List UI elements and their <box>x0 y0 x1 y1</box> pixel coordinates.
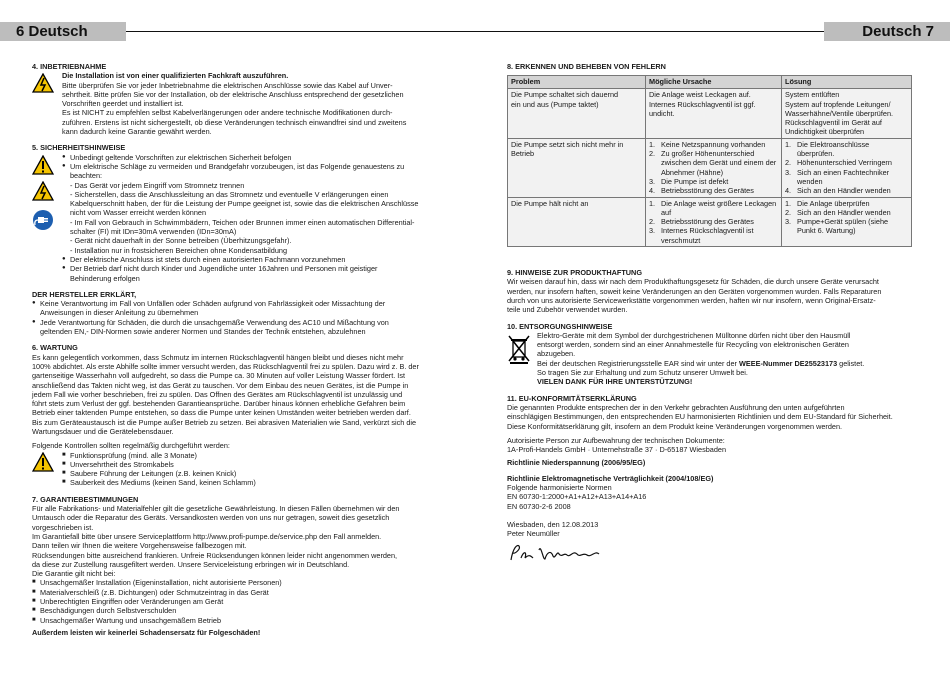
cell-item <box>785 168 908 187</box>
list-item: ■ Sauberkeit des Mediums (keinen Sand, keinen Schlamm) <box>62 478 437 487</box>
cell-line: Betrieb <box>511 149 535 159</box>
item-number: 3. <box>649 226 656 236</box>
text-line: werden, nur insofern haften, soweit keine Veränderungen an den Geräten vorgenommen wurden. Falls Reparaturen <box>507 286 882 296</box>
section-fehler <box>507 62 912 261</box>
cell-line: Die Pumpe hält nicht an <box>511 198 589 208</box>
cell-line: Rückschlagventil im Gerät auf <box>785 118 882 128</box>
cell-line: Die Pumpe setzt sich nicht mehr in <box>511 139 624 149</box>
text-line: führt stets zum Verlust der ggf. bestehenden Garantieansprüche. Darüber hinaus können erhebliche Gefahren beim <box>32 399 406 409</box>
item-text: Sich an den Händler wenden <box>797 186 891 196</box>
text-line: da diese zur Zustellung rausgefiltert werden. Unsere Serviceleistung erbringen wir in Deutschland. <box>32 559 350 569</box>
cell-item <box>649 177 778 186</box>
directive-emv: Richtlinie Elektromagnetische Verträglichkeit (2004/108/EG) <box>507 473 714 483</box>
authorized-person: Autorisierte Person zur Aufbewahrung der technischen Dokumente: <box>507 435 725 445</box>
section-entsorgung <box>507 322 912 387</box>
right-column <box>507 62 912 576</box>
cell-item <box>785 217 908 236</box>
section-wartung <box>32 343 437 487</box>
cell-line: ein und aus (Pumpe taktet) <box>511 99 599 109</box>
list-item <box>62 153 437 162</box>
section-title: 11. EU-KONFORMITÄTSERKLÄRUNG <box>507 393 637 403</box>
list-item-subline: geltenden EN,- DIN-Normen sowie anderer Normen und Standes der Technik entstehen, abzulehnen <box>40 327 366 337</box>
list-item <box>32 299 437 318</box>
list-item-text: ● Um elektrische Schläge zu vermeiden und Brandgefahr vorzubeugen, ist das Folgende genauestens zu <box>70 161 405 171</box>
list-item-subline: Behinderung erfolgen <box>70 273 140 283</box>
section-title: 6. WARTUNG <box>32 343 78 353</box>
cell-line: Die Anlage weist Leckagen auf. <box>649 90 751 100</box>
section-title: 7. GARANTIEBESTIMMUNGEN <box>32 494 139 504</box>
cell-line: Internes Rückschlagventil ist ggf. <box>649 99 756 109</box>
cell-item <box>649 140 778 149</box>
text-line: abzugeben. <box>537 349 576 359</box>
item-number: 3. <box>649 176 656 186</box>
cell-item <box>649 217 778 226</box>
list-item-subline: - Installation nur in frostsicheren Bereichen ohne Kondensatbildung <box>70 245 288 255</box>
text-line: teile und Zubehör verwendet wurden. <box>507 305 628 315</box>
directive-lv: Richtlinie Niederspannung (2006/95/EG) <box>507 458 646 468</box>
signature <box>507 540 607 566</box>
cell-line: System entlüften <box>785 90 840 100</box>
text-line: einschlägigen Bestimmungen, den entsprechenden EU harmonisierten Richtlinien und dem EU-Standard für Sicherheit. <box>507 412 893 422</box>
text-line: gartenseitige Wasserhahn voll aufgedreht, so dass die Pumpe ca. 30 Minuten auf voller Leistung Wasser fördert. Ist <box>32 371 406 381</box>
list-item <box>32 318 437 337</box>
table-row <box>508 138 912 197</box>
text-line: Es kann gelegentlich vorkommen, dass Schmutz im internen Rückschlagventil hängen bleibt und dieses nicht mehr <box>32 352 404 362</box>
table-row <box>508 89 912 138</box>
list-item-text: ● Keine Verantwortung im Fall von Unfällen oder Schäden aufgrund von Fahrlässigkeit oder Missachtung der <box>40 299 386 309</box>
list-item <box>62 162 437 255</box>
text-line: Vorschriften geerdet und installiert ist. <box>62 99 184 109</box>
text-line: Elektro-Geräte mit dem Symbol der durchgestrichenen Mülltonne dürfen nicht über den Hausmüll <box>537 330 851 340</box>
troubleshooting-table <box>507 75 912 247</box>
company-address: 1A-Profi-Handels GmbH · Unternehstraße 37 · D-65187 Wiesbaden <box>507 445 727 455</box>
item-text: Sich an einen Fachtechniker wenden <box>797 167 890 186</box>
item-number: 3. <box>785 217 792 227</box>
table-header: Problem <box>508 76 646 89</box>
list-item-subline: - Gerät nicht dauerhaft in der Sonne betreiben (Überhitzungsgefahr). <box>70 236 292 246</box>
header-rule <box>126 31 825 32</box>
section-title: DER HERSTELLER ERKLÄRT, <box>32 289 137 299</box>
list-item: ■ Funktionsprüfung (mind. alle 3 Monate) <box>62 451 437 460</box>
thanks-note: VIELEN DANK FÜR IHRE UNTERSTÜTZUNG! <box>537 377 693 387</box>
weee-text: Bei der deutschen Registrierungsstelle EAR sind wir unter der <box>537 358 739 368</box>
item-number: 2. <box>785 207 792 217</box>
cell-item <box>785 199 908 208</box>
cause-cell <box>646 138 782 197</box>
cell-item <box>649 186 778 195</box>
list-item: ■ Materialverschleiß (z.B. Dichtungen) oder Schmutzeintrag in das Gerät <box>32 588 437 597</box>
list-item: ■ Unsachgemäßer Installation (Eigeninstallation, nicht autorisierte Personen) <box>32 578 437 587</box>
item-number: 4. <box>785 186 792 196</box>
text-line: Wartungsdauer und die Gerätelebensdauer. <box>32 426 174 436</box>
list-item-subline: beachten: <box>70 171 103 181</box>
text-line: zuführen. Erstens ist nicht sichergestellt, ob diese Veränderungen technisch einwandfrei sind und zweitens <box>62 117 407 127</box>
section-inbetriebnahme <box>32 62 437 136</box>
text-line: Bis zum Geräteaustausch ist die Pumpe außer Betrieb zu setzen. Bei abrasiven Materialien wie Sand, verkürzt sich die <box>32 417 417 427</box>
text-line: durch von uns autorisierte Servicewerkstätte vorgenommen werden, haften wir nur insofern, wenn Original-Ersatz- <box>507 295 876 305</box>
controls-lead: Folgende Kontrollen sollten regelmäßig durchgeführt werden: <box>32 441 230 451</box>
item-text: Die Elektroanschlüsse überprüfen. <box>797 139 870 159</box>
table-header: Mögliche Ursache <box>646 76 782 89</box>
cause-cell <box>646 197 782 246</box>
list-item-subline: Anweisungen in dieser Anleitung zu übernehmen <box>40 308 199 318</box>
norm-item: EN 60730-1:2000+A1+A12+A13+A14+A16 <box>507 492 647 502</box>
signer-name: Peter Neumüller <box>507 529 560 539</box>
text-line: kann dadurch keine Garantie gewährt werden. <box>62 127 212 137</box>
text-line: Im Garantiefall bitte über unsere Serviceplattform http://www.profi-pumpe.de/service.php den Fall anmelden. <box>32 531 382 541</box>
cause-cell <box>646 89 782 138</box>
cell-line: Undichtigkeit überprüfen <box>785 127 865 137</box>
section-produkthaftung <box>507 268 912 314</box>
table-header: Lösung <box>782 76 912 89</box>
text-line: Es ist NICHT zu empfehlen selbst Kabelverlängerungen oder andere technische Modifikationen durch- <box>62 108 393 118</box>
section-title: 4. INBETRIEBNAHME <box>32 62 107 71</box>
item-text: Pumpe+Gerät spülen (siehe Punkt 6. Wartung) <box>797 217 889 236</box>
page-header-left: 6 Deutsch <box>0 22 126 41</box>
norms-lead: Folgende harmonisierte Normen <box>507 482 612 492</box>
text-line: Wir weisen darauf hin, dass wir nach dem Produkthaftungsgesetz für Schäden, die durch unsere Geräte verursacht <box>507 277 879 287</box>
cell-item <box>649 199 778 218</box>
item-number: 2. <box>649 149 656 159</box>
section-title: 5. SICHERHEITSHINWEISE <box>32 143 126 153</box>
item-number: 1. <box>785 198 792 208</box>
item-number: 3. <box>785 167 792 177</box>
cell-item <box>785 208 908 217</box>
item-number: 1. <box>649 198 656 208</box>
item-text: Betriebsstörung des Gerätes <box>661 217 754 227</box>
list-item-subline: - Das Gerät vor jedem Eingriff vom Stromnetz trennen <box>70 180 245 190</box>
item-text: Höhenunterschied Verringern <box>797 158 892 168</box>
list-item-text: ● Unbedingt geltende Vorschriften zur elektrischen Sicherheit befolgen <box>70 152 292 162</box>
item-number: 2. <box>785 158 792 168</box>
table-row <box>508 197 912 246</box>
place-date: Wiesbaden, den 12.08.2013 <box>507 519 599 529</box>
text-line: Die genannten Produkte entsprechen der in den Verkehr gebrachten Ausführung den unten aufgeführten <box>507 402 845 412</box>
cell-item <box>649 149 778 177</box>
item-text: Internes Rückschlagventil ist verschmutzt <box>661 226 754 245</box>
section-hersteller <box>32 290 437 336</box>
list-item-text: ● Jede Verantwortung für Schäden, die durch die unsachgemäße Verwendung des AC10 und Mißachtung von <box>40 317 389 327</box>
list-item-text: ● Der Betrieb darf nicht durch Kinder und Jugendliche unter 16Jahren und Personen mit geistiger <box>70 264 378 274</box>
text-line: Betrieb einer taktenden Pumpe entstehen, so dass die Pumpe unter keinen Umständen weiter betrieben werden darf. <box>32 408 411 418</box>
cell-line: Die Pumpe schaltet sich dauernd <box>511 90 619 100</box>
item-text: Zu großer Höhenunterschied zwischen dem Gerät und einem der Abnehmer (Hähne) <box>661 149 777 177</box>
text-line: vorgeschrieben ist. <box>32 522 94 532</box>
list-item-subline: schalter (FI) mit IDn=30mA verwenden (IDn=30mA) <box>70 227 237 237</box>
list-item: ■ Saubere Führung der Leitungen (z.B. keinen Knick) <box>62 469 437 478</box>
cell-line: undicht. <box>649 108 675 118</box>
list-item-subline: - Sicherstellen, dass die Anschlussleitung an das Stromnetz und eventuelle V erlängerungen einen <box>70 189 389 199</box>
list-item: ■ Unversehrtheit des Stromkabels <box>62 460 437 469</box>
cell-item <box>785 186 908 195</box>
no-liability-note: Außerdem leisten wir keinerlei Schadensersatz für Folgeschäden! <box>32 627 261 637</box>
environment-note: So tragen Sie zur Erhaltung und zum Schutz unserer Umwelt bei. <box>537 368 748 378</box>
text-line: 100% abdichtet. Als erste Abhilfe sollte immer versucht werden, das Rückschlagventil frei zu spülen. Dazu wird z. B. der <box>32 361 419 371</box>
warning-electric-icon <box>32 181 54 201</box>
problem-cell <box>508 138 646 197</box>
list-item: ■ Beschädigungen durch Selbstverschulden <box>32 606 437 615</box>
cell-item <box>785 158 908 167</box>
item-text: Die Anlage weist größere Leckagen auf <box>661 198 777 217</box>
left-column <box>32 62 437 644</box>
list-item-subline: Kabelquerschnitt haben, der für die Leistung der Pumpe geeignet ist, sowie das die elektrischen Anschlüsse <box>70 199 419 209</box>
text-line: Diese Konformitätserklärung gilt, insofern an dem Produkt keine Veränderungen vorgenommen werden. <box>507 421 843 431</box>
warning-icon <box>32 155 54 175</box>
item-text: Keine Netzspannung vorhanden <box>661 139 766 149</box>
item-number: 2. <box>649 217 656 227</box>
cell-line: Wasserhähne/Ventile überprüfen. <box>785 108 894 118</box>
solution-cell <box>782 89 912 138</box>
item-text: Die Anlage überprüfen <box>797 198 870 208</box>
section-title: 8. ERKENNEN UND BEHEBEN VON FEHLERN <box>507 62 666 71</box>
list-item: ■ Unsachgemäßer Wartung und unsachgemäßem Betrieb <box>32 616 437 625</box>
text-line: Rücksendungen bitte ausreichend frankieren. Unfreie Rücksendungen können leider nicht angenommen werden, <box>32 550 398 560</box>
text-line: Für alle Fabrikations- und Materialfehler gilt die gesetzliche Gewährleistung. In diesen Fällen übernehmen wir den <box>32 504 400 514</box>
weee-bin-icon <box>507 334 531 364</box>
list-item-subline: nicht vom Wasser erreicht werden können <box>70 208 206 218</box>
warning-electric-icon <box>32 73 54 93</box>
text-line: Die Garantie gilt nicht bei: <box>32 569 116 579</box>
item-number: 1. <box>785 139 792 149</box>
list-item <box>62 255 437 264</box>
cell-line: System auf tropfende Leitungen/ <box>785 99 891 109</box>
list-item: ■ Unberechtigten Eingriffen oder Veränderungen am Gerät <box>32 597 437 606</box>
item-number: 1. <box>649 139 656 149</box>
text-line: sehrtheit. Bitte prüfen Sie vor der Installation, ob der elektrische Anschluss entsprechend der gesetzlichen <box>62 89 404 99</box>
cell-item <box>649 226 778 245</box>
solution-cell <box>782 197 912 246</box>
section-title: 10. ENTSORGUNGSHINWEISE <box>507 321 613 331</box>
item-text: Betriebsstörung des Gerätes <box>661 186 754 196</box>
install-note: Die Installation ist von einer qualifizierten Fachkraft auszuführen. <box>62 71 289 81</box>
section-konformitaet <box>507 394 912 569</box>
text-line: Umtausch oder die Reparatur des Geräts. Versandkosten werden von uns nur getragen, soweit dies gesetzlich <box>32 513 390 523</box>
list-item <box>62 264 437 283</box>
text-line: Bitte überprüfen Sie vor jeder Inbetriebnahme die elektrischen Anschlüsse sowie das Kabel auf Unver- <box>62 80 393 90</box>
section-sicherheit <box>32 143 437 282</box>
section-garantie <box>32 495 437 637</box>
item-text: Die Pumpe ist defekt <box>661 176 729 186</box>
page-header-right: Deutsch 7 <box>824 22 950 41</box>
unplug-mandatory-icon <box>32 209 54 231</box>
solution-cell <box>782 138 912 197</box>
warning-icon <box>32 452 54 472</box>
weee-number: WEEE-Nummer DE25523173 <box>738 358 838 368</box>
list-item-subline: - Im Fall von Gebrauch in Schwimmbädern, Teichen oder Brunnen immer einen automatischen Differential- <box>70 217 415 227</box>
problem-cell <box>508 89 646 138</box>
item-number: 4. <box>649 186 656 196</box>
text-line: Dann teilen wir Ihnen die weitere Vorgehensweise fallbezogen mit. <box>32 541 247 551</box>
text-line: entsorgt werden, sondern sind an einer Annahmestelle für Recycling von elektronischen Geräten <box>537 340 849 350</box>
list-item-text: ● Der elektrische Anschluss ist stets durch einen autorisierten Fachmann vorzunehmen <box>70 254 346 264</box>
item-text: Sich an den Händler wenden <box>797 207 891 217</box>
text-line: anschließend das Takten nicht weg, ist das Gerät zu tauschen. Vor dem Einbau des neuen Gerätes, ist die Pumpe in <box>32 380 409 390</box>
cell-item <box>785 140 908 159</box>
problem-cell <box>508 197 646 246</box>
section-title: 9. HINWEISE ZUR PRODUKTHAFTUNG <box>507 268 642 278</box>
text-line: jedem Fall wie vorher beschrieben, frei zu spülen. Das Offnen des Gerätes am Rückschlagventil ist unzulässig und <box>32 389 403 399</box>
norm-item: EN 60730-2-6 2008 <box>507 501 571 511</box>
weee-text-end: gelistet. <box>837 358 865 368</box>
